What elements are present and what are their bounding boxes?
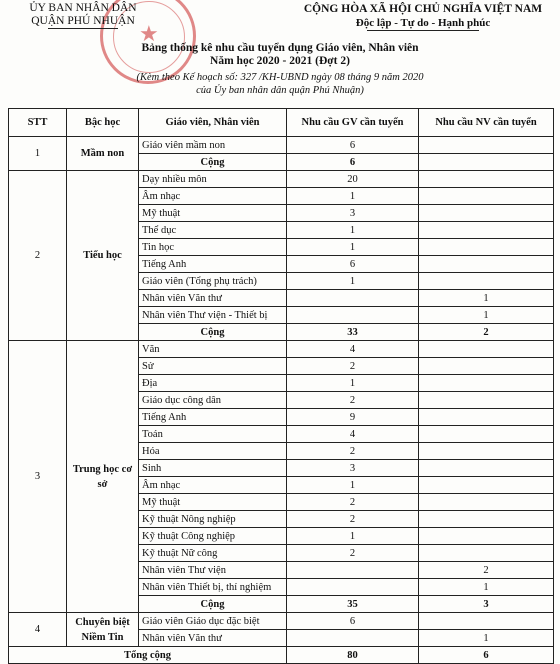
position-cell: Âm nhạc: [139, 477, 287, 494]
staff-need-cell: [419, 392, 554, 409]
teacher-need-cell: 1: [287, 375, 419, 392]
staff-need-cell: [419, 358, 554, 375]
table-header-row: [9, 109, 554, 137]
teacher-need-cell: 2: [287, 545, 419, 562]
subtotal-staff: [419, 154, 554, 171]
position-cell: Âm nhạc: [139, 188, 287, 205]
grand-total-label: Tổng cộng: [9, 647, 287, 664]
teacher-need-cell: 1: [287, 239, 419, 256]
position-cell: Tiếng Anh: [139, 256, 287, 273]
grand-total-row: [9, 647, 554, 664]
position-cell: Mỹ thuật: [139, 494, 287, 511]
teacher-need-cell: [287, 307, 419, 324]
staff-need-cell: 1: [419, 307, 554, 324]
recruitment-table: [8, 108, 554, 664]
staff-need-cell: [419, 460, 554, 477]
column-header: Nhu cầu GV cần tuyển: [287, 109, 419, 137]
position-cell: Hóa: [139, 443, 287, 460]
staff-need-cell: 1: [419, 630, 554, 647]
position-cell: Nhân viên Văn thư: [139, 630, 287, 647]
teacher-need-cell: [287, 579, 419, 596]
column-header: Nhu cầu NV cần tuyển: [419, 109, 554, 137]
stt-cell: 2: [9, 171, 67, 341]
level-cell: Chuyên biệt Niềm Tin: [67, 613, 139, 647]
position-cell: Sinh: [139, 460, 287, 477]
grand-total-staff: 6: [419, 647, 554, 664]
staff-need-cell: 1: [419, 290, 554, 307]
position-cell: Nhân viên Thư viện: [139, 562, 287, 579]
subtotal-teacher: 33: [287, 324, 419, 341]
position-cell: Thể dục: [139, 222, 287, 239]
teacher-need-cell: 2: [287, 392, 419, 409]
star-icon: ★: [139, 21, 159, 46]
position-cell: Toán: [139, 426, 287, 443]
position-cell: Nhân viên Thiết bị, thí nghiệm: [139, 579, 287, 596]
staff-need-cell: [419, 375, 554, 392]
teacher-need-cell: 1: [287, 528, 419, 545]
teacher-need-cell: 20: [287, 171, 419, 188]
position-cell: Tin học: [139, 239, 287, 256]
column-header: Giáo viên, Nhân viên: [139, 109, 287, 137]
staff-need-cell: [419, 341, 554, 358]
position-cell: Địa: [139, 375, 287, 392]
table-row: [9, 171, 554, 188]
teacher-need-cell: 6: [287, 137, 419, 154]
title-line1: Bảng thống kê nhu cầu tuyển dụng Giáo viên, Nhân viên: [141, 42, 419, 54]
national-motto-block: [288, 2, 558, 31]
table-row: [9, 341, 554, 358]
staff-need-cell: [419, 205, 554, 222]
teacher-need-cell: 2: [287, 443, 419, 460]
level-cell: Mầm non: [67, 137, 139, 171]
staff-need-cell: [419, 171, 554, 188]
teacher-need-cell: 3: [287, 460, 419, 477]
teacher-need-cell: 6: [287, 256, 419, 273]
teacher-need-cell: 2: [287, 358, 419, 375]
staff-need-cell: [419, 256, 554, 273]
subtotal-staff: 2: [419, 324, 554, 341]
title-line2: Năm học 2020 - 2021 (Đợt 2): [210, 55, 350, 67]
teacher-need-cell: 1: [287, 273, 419, 290]
table-row: [9, 613, 554, 630]
column-header: Bậc học: [67, 109, 139, 137]
teacher-need-cell: 2: [287, 494, 419, 511]
ref-line2: của Ủy ban nhân dân quận Phú Nhuận): [196, 85, 364, 96]
issuer-line2: QUẬN PHÚ NHUẬN: [31, 15, 135, 27]
subtotal-staff: 3: [419, 596, 554, 613]
reference-note: [80, 71, 480, 97]
staff-need-cell: [419, 511, 554, 528]
teacher-need-cell: [287, 290, 419, 307]
subtotal-teacher: 6: [287, 154, 419, 171]
subtotal-label: Cộng: [139, 596, 287, 613]
column-header: STT: [9, 109, 67, 137]
staff-need-cell: [419, 222, 554, 239]
staff-need-cell: [419, 613, 554, 630]
country-name: CỘNG HÒA XÃ HỘI CHỦ NGHĨA VIỆT NAM: [303, 3, 543, 15]
level-cell: Tiểu học: [67, 171, 139, 341]
staff-need-cell: 1: [419, 579, 554, 596]
position-cell: Văn: [139, 341, 287, 358]
position-cell: Giáo dục công dân: [139, 392, 287, 409]
ref-line1: (Kèm theo Kế hoạch số: 327 /KH-UBND ngày 08 tháng 9 năm 2020: [136, 72, 424, 83]
position-cell: Mỹ thuật: [139, 205, 287, 222]
issuer-line1: ỦY BAN NHÂN DÂN: [29, 2, 137, 14]
staff-need-cell: [419, 443, 554, 460]
teacher-need-cell: 1: [287, 222, 419, 239]
position-cell: Dạy nhiều môn: [139, 171, 287, 188]
subtotal-teacher: 35: [287, 596, 419, 613]
teacher-need-cell: 4: [287, 426, 419, 443]
position-cell: Kỹ thuật Công nghiệp: [139, 528, 287, 545]
issuer-block: [8, 2, 158, 29]
staff-need-cell: [419, 137, 554, 154]
divider: [48, 28, 118, 29]
staff-need-cell: [419, 188, 554, 205]
position-cell: Giáo viên Giáo dục đặc biệt: [139, 613, 287, 630]
teacher-need-cell: 9: [287, 409, 419, 426]
position-cell: Sử: [139, 358, 287, 375]
teacher-need-cell: 6: [287, 613, 419, 630]
teacher-need-cell: 1: [287, 188, 419, 205]
teacher-need-cell: 3: [287, 205, 419, 222]
staff-need-cell: [419, 426, 554, 443]
teacher-need-cell: 1: [287, 477, 419, 494]
position-cell: Giáo viên (Tổng phụ trách): [139, 273, 287, 290]
staff-need-cell: 2: [419, 562, 554, 579]
staff-need-cell: [419, 545, 554, 562]
position-cell: Giáo viên mầm non: [139, 137, 287, 154]
staff-need-cell: [419, 477, 554, 494]
motto: Độc lập - Tự do - Hạnh phúc: [355, 17, 491, 29]
staff-need-cell: [419, 409, 554, 426]
divider: [367, 30, 479, 31]
stt-cell: 4: [9, 613, 67, 647]
teacher-need-cell: 4: [287, 341, 419, 358]
position-cell: Kỹ thuật Nữ công: [139, 545, 287, 562]
grand-total-teacher: 80: [287, 647, 419, 664]
position-cell: Kỹ thuật Nông nghiệp: [139, 511, 287, 528]
document-title: [80, 42, 480, 68]
staff-need-cell: [419, 239, 554, 256]
stt-cell: 1: [9, 137, 67, 171]
subtotal-label: Cộng: [139, 324, 287, 341]
subtotal-label: Cộng: [139, 154, 287, 171]
stt-cell: 3: [9, 341, 67, 613]
teacher-need-cell: [287, 630, 419, 647]
position-cell: Nhân viên Thư viện - Thiết bị: [139, 307, 287, 324]
level-cell: Trung học cơ sở: [67, 341, 139, 613]
table-row: [9, 137, 554, 154]
staff-need-cell: [419, 494, 554, 511]
staff-need-cell: [419, 273, 554, 290]
teacher-need-cell: 2: [287, 511, 419, 528]
staff-need-cell: [419, 528, 554, 545]
teacher-need-cell: [287, 562, 419, 579]
position-cell: Nhân viên Văn thư: [139, 290, 287, 307]
position-cell: Tiếng Anh: [139, 409, 287, 426]
